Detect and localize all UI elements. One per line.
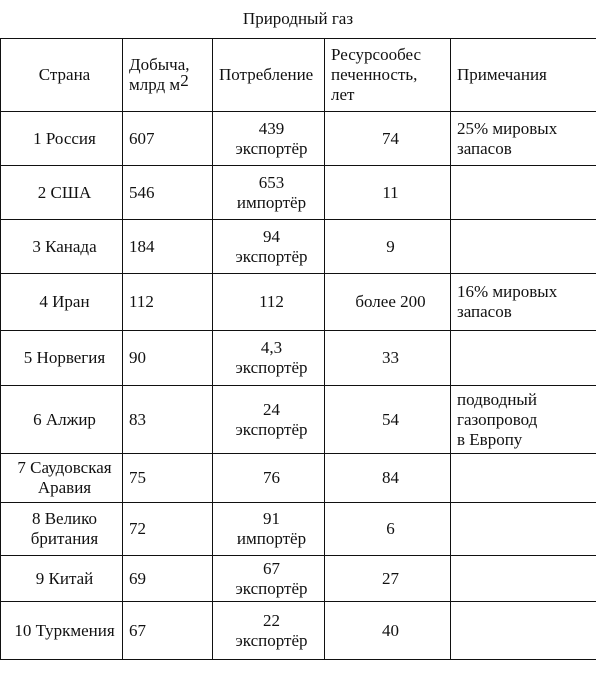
header-production: Добыча, млрд м2: [123, 39, 213, 112]
header-notes: Примечания: [451, 39, 596, 112]
table-row: [1, 331, 596, 386]
header-row: [1, 39, 596, 112]
notes-cell: [451, 602, 596, 660]
table-row: [1, 274, 596, 331]
country-cell: 5 Норвегия: [1, 331, 123, 386]
consumption-cell: 22 экспортёр: [213, 602, 325, 660]
document-title: Природный газ: [242, 9, 354, 28]
country-cell: 2 США: [1, 166, 123, 220]
reserves-cell: 74: [325, 112, 451, 166]
table-row: [1, 503, 596, 556]
table-row: [1, 454, 596, 503]
country-cell: 7 Саудовская Аравия: [1, 454, 123, 503]
consumption-cell: 4,3 экспортёр: [213, 331, 325, 386]
table-row: [1, 166, 596, 220]
reserves-cell: 6: [325, 503, 451, 556]
notes-cell: подводный газопровод в Европу: [451, 386, 596, 454]
notes-cell: 16% мировых запасов: [451, 274, 596, 331]
consumption-cell: 94 экспортёр: [213, 220, 325, 274]
reserves-cell: 9: [325, 220, 451, 274]
country-cell: 10 Туркмения: [1, 602, 123, 660]
production-cell: 184: [123, 220, 213, 274]
reserves-cell: 84: [325, 454, 451, 503]
reserves-cell: 33: [325, 331, 451, 386]
reserves-cell: 27: [325, 556, 451, 602]
table-row: [1, 112, 596, 166]
notes-cell: 25% мировых запасов: [451, 112, 596, 166]
notes-cell: [451, 331, 596, 386]
notes-cell: [451, 503, 596, 556]
notes-cell: [451, 556, 596, 602]
consumption-cell: 76: [213, 454, 325, 503]
production-cell: 546: [123, 166, 213, 220]
production-cell: 67: [123, 602, 213, 660]
production-cell: 607: [123, 112, 213, 166]
reserves-cell: 54: [325, 386, 451, 454]
consumption-cell: 24 экспортёр: [213, 386, 325, 454]
header-consumption: Потребление: [213, 39, 325, 112]
production-cell: 90: [123, 331, 213, 386]
notes-cell: [451, 166, 596, 220]
country-cell: 8 Велико британия: [1, 503, 123, 556]
table-row: [1, 386, 596, 454]
table-row: [1, 556, 596, 602]
header-country: Страна: [1, 39, 123, 112]
reserves-cell: более 200: [325, 274, 451, 331]
production-cell: 69: [123, 556, 213, 602]
country-cell: 4 Иран: [1, 274, 123, 331]
country-cell: 3 Канада: [1, 220, 123, 274]
consumption-cell: 653 импортёр: [213, 166, 325, 220]
production-cell: 112: [123, 274, 213, 331]
reserves-cell: 40: [325, 602, 451, 660]
production-cell: 75: [123, 454, 213, 503]
notes-cell: [451, 454, 596, 503]
header-reserves: Ресурсообес печенность, лет: [325, 39, 451, 112]
reserves-cell: 11: [325, 166, 451, 220]
consumption-cell: 439 экспортёр: [213, 112, 325, 166]
country-cell: 6 Алжир: [1, 386, 123, 454]
country-cell: 9 Китай: [1, 556, 123, 602]
notes-cell: [451, 220, 596, 274]
production-cell: 83: [123, 386, 213, 454]
gas-table: [0, 38, 596, 660]
country-cell: 1 Россия: [1, 112, 123, 166]
consumption-cell: 67 экспортёр: [213, 556, 325, 602]
table-row: [1, 602, 596, 660]
consumption-cell: 91 импортёр: [213, 503, 325, 556]
production-cell: 72: [123, 503, 213, 556]
consumption-cell: 112: [213, 274, 325, 331]
table-row: [1, 220, 596, 274]
